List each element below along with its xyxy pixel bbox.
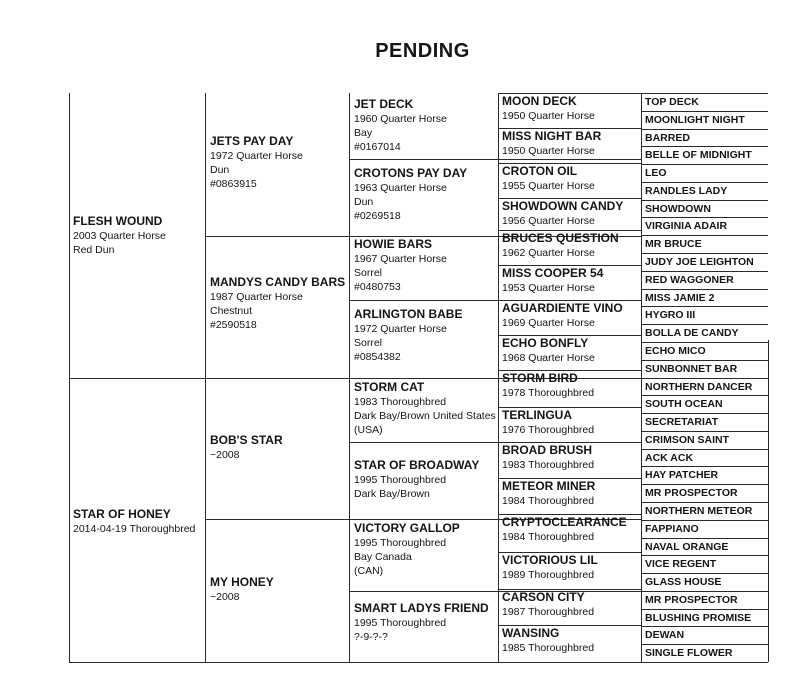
gen4-horse [502,408,640,437]
gen4-horse [502,164,640,193]
gen4-horse [502,336,640,365]
grid-hline-gen5 [641,395,768,396]
horse-name: VICTORIOUS LIL [502,553,598,567]
horse-detail: Sorrel [354,267,383,279]
horse-name: MISS NIGHT BAR [502,129,602,143]
gen5-horse-name: MOONLIGHT NIGHT [645,114,745,126]
horse-name: STORM BIRD [502,371,578,385]
horse-detail: Bay Canada [354,551,412,563]
grid-hline-gen5 [641,591,768,592]
gen5-horse-name: BLUSHING PROMISE [645,612,752,624]
horse-detail: 1955 Quarter Horse [502,180,595,192]
horse-detail: (CAN) [354,565,384,577]
horse-detail: 1995 Thoroughbred [354,537,447,549]
grid-hline-gen5 [641,573,768,574]
horse-detail: ?-9-?-? [354,631,388,643]
horse-detail: 1960 Quarter Horse [354,113,447,125]
gen5-horse-name: CRIMSON SAINT [645,434,729,446]
gen5-horse-name: HYGRO III [645,309,696,321]
grid-hline-gen5 [641,466,768,467]
grid-hline-gen5 [641,129,768,130]
horse-detail: 1978 Thoroughbred [502,387,595,399]
horse-detail: (USA) [354,424,383,436]
gen4-horse [502,129,640,158]
horse-detail: Dark Bay/Brown United States [354,410,496,422]
horse-detail: 1953 Quarter Horse [502,282,595,294]
gen5-horse-name: ECHO MICO [645,345,706,357]
horse-detail: #0269518 [354,210,401,222]
gen3-horse [354,458,497,501]
horse-name: CRYPTOCLEARANCE [502,515,627,529]
grid-hline-gen5 [641,324,768,325]
gen4-horse [502,266,640,295]
grid-hline-gen5 [641,538,768,539]
gen5-horse-name: BELLE OF MIDNIGHT [645,149,752,161]
horse-name: JET DECK [354,97,414,111]
gen2-horse [210,275,346,332]
gen3-horse [354,307,497,364]
horse-detail: Bay [354,127,373,139]
gen5-horse-name: RANDLES LADY [645,185,728,197]
grid-hline-gen5 [641,289,768,290]
horse-name: ARLINGTON BABE [354,307,463,321]
gen5-horse-name: MR PROSPECTOR [645,487,738,499]
horse-detail: 1950 Quarter Horse [502,145,595,157]
gen5-horse-name: BARRED [645,132,690,144]
horse-name: VICTORY GALLOP [354,521,460,535]
grid-hline-gen5 [641,644,768,645]
horse-name: TERLINGUA [502,408,572,422]
horse-detail: 1969 Quarter Horse [502,317,595,329]
gen5-horse-name: NORTHERN DANCER [645,381,753,393]
horse-detail: 1963 Quarter Horse [354,182,447,194]
horse-name: CROTON OIL [502,164,578,178]
grid-hline-gen5 [641,164,768,165]
horse-detail: #0854382 [354,351,401,363]
grid-hline-gen3 [349,159,641,160]
gen5-horse-name: DEWAN [645,629,685,641]
horse-name: JETS PAY DAY [210,134,294,148]
grid-hline-gen5 [641,217,768,218]
horse-detail: 2014-04-19 Thoroughbred [73,523,196,535]
gen3-horse [354,97,497,154]
horse-detail: Sorrel [354,337,383,349]
horse-detail: #0167014 [354,141,401,153]
gen5-horse-name: HAY PATCHER [645,469,719,481]
gen4-horse [502,590,640,619]
horse-name: BRUCES QUESTION [502,231,619,245]
gen4-horse [502,94,640,123]
gen5-horse-name: MR PROSPECTOR [645,594,738,606]
grid-hline-gen5 [641,360,768,361]
gen3-horse [354,601,497,644]
gen1-horse [73,214,201,257]
horse-name: WANSING [502,626,560,640]
grid-hline-gen5 [641,306,768,307]
horse-detail: Dun [354,196,374,208]
horse-detail: 1995 Thoroughbred [354,617,447,629]
horse-detail: 1956 Quarter Horse [502,215,595,227]
gen4-horse [502,479,640,508]
horse-detail: Dark Bay/Brown [354,488,430,500]
grid-hline-gen5 [641,342,768,343]
horse-detail: Chestnut [210,305,253,317]
horse-detail: 1989 Thoroughbred [502,569,595,581]
grid-hline-gen5 [641,662,768,663]
grid-hline-gen5 [641,200,768,201]
grid-hline-gen5 [641,449,768,450]
gen3-horse [354,166,497,223]
horse-detail: #2590518 [210,319,257,331]
horse-detail: 1983 Thoroughbred [502,459,595,471]
horse-detail: 1987 Quarter Horse [210,291,303,303]
gen5-horse-name: BOLLA DE CANDY [645,327,739,339]
gen5-horse-name: TOP DECK [645,96,699,108]
grid-vline-right [768,340,769,662]
grid-hline-gen5 [641,502,768,503]
horse-name: BOB'S STAR [210,433,283,447]
horse-name: MANDYS CANDY BARS [210,275,346,289]
horse-name: STORM CAT [354,380,425,394]
horse-name: METEOR MINER [502,479,596,493]
grid-hline-gen5 [641,182,768,183]
horse-detail: ~2008 [210,591,240,603]
horse-name: SHOWDOWN CANDY [502,199,624,213]
grid-hline-gen5 [641,609,768,610]
horse-name: BROAD BRUSH [502,443,592,457]
horse-detail: 1968 Quarter Horse [502,352,595,364]
grid-hline-gen5 [641,111,768,112]
horse-name: HOWIE BARS [354,237,432,251]
horse-detail: #0863915 [210,178,257,190]
grid-hline-gen5 [641,146,768,147]
gen4-horse [502,626,640,655]
horse-name: MY HONEY [210,575,274,589]
horse-detail: 1984 Thoroughbred [502,531,595,543]
grid-hline-gen5 [641,431,768,432]
horse-detail: Red Dun [73,244,115,256]
horse-detail: 1950 Quarter Horse [502,110,595,122]
horse-name: AGUARDIENTE VINO [502,301,623,315]
gen5-horse-name: SOUTH OCEAN [645,398,723,410]
gen4-horse [502,515,640,544]
gen5-horse-name: SHOWDOWN [645,203,711,215]
gen3-horse [354,521,497,578]
gen4-horse [502,301,640,330]
horse-detail: 1976 Thoroughbred [502,424,595,436]
grid-hline-gen5 [641,93,768,94]
gen2-horse [210,134,346,191]
gen4-horse [502,231,640,260]
horse-detail: 1995 Thoroughbred [354,474,447,486]
grid-hline-gen5 [641,235,768,236]
horse-name: FLESH WOUND [73,214,163,228]
horse-name: MOON DECK [502,94,577,108]
gen5-horse-name: VICE REGENT [645,558,717,570]
horse-detail: 1984 Thoroughbred [502,495,595,507]
horse-name: STAR OF BROADWAY [354,458,480,472]
grid-hline-gen5 [641,271,768,272]
gen5-horse-name: MISS JAMIE 2 [645,292,715,304]
page-title: PENDING [375,40,470,62]
grid-hline-gen5 [641,626,768,627]
gen3-horse [354,380,497,437]
grid-hline-gen5 [641,555,768,556]
horse-name: STAR OF HONEY [73,507,171,521]
horse-detail: 1972 Quarter Horse [354,323,447,335]
gen5-horse-name: NORTHERN METEOR [645,505,753,517]
gen4-horse [502,553,640,582]
horse-detail: 1987 Thoroughbred [502,606,595,618]
horse-name: SMART LADYS FRIEND [354,601,489,615]
horse-name: MISS COOPER 54 [502,266,604,280]
gen5-horse-name: VIRGINIA ADAIR [645,220,728,232]
gen5-horse-name: SECRETARIAT [645,416,719,428]
grid-hline-gen5 [641,253,768,254]
horse-detail: Dun [210,164,230,176]
horse-name: CARSON CITY [502,590,585,604]
gen5-horse-name: MR BRUCE [645,238,702,250]
horse-detail: 2003 Quarter Horse [73,230,166,242]
gen1-horse [73,507,201,536]
horse-name: CROTONS PAY DAY [354,166,468,180]
horse-detail: ~2008 [210,449,240,461]
horse-detail: 1985 Thoroughbred [502,642,595,654]
gen4-horse [502,199,640,228]
gen5-horse-name: SINGLE FLOWER [645,647,733,659]
gen5-horse-name: JUDY JOE LEIGHTON [645,256,754,268]
gen4-horse [502,443,640,472]
gen5-horse-name: ACK ACK [645,452,694,464]
gen5-horse-name: SUNBONNET BAR [645,363,738,375]
gen5-horse-name: NAVAL ORANGE [645,541,729,553]
horse-name: ECHO BONFLY [502,336,589,350]
grid-hline-gen5 [641,484,768,485]
grid-hline-gen5 [641,378,768,379]
grid-hline-gen5 [641,520,768,521]
horse-detail: 1983 Thoroughbred [354,396,447,408]
horse-detail: 1967 Quarter Horse [354,253,447,265]
gen5-horse-name: GLASS HOUSE [645,576,722,588]
gen2-horse [210,433,346,462]
horse-detail: 1972 Quarter Horse [210,150,303,162]
horse-detail: 1962 Quarter Horse [502,247,595,259]
grid-hline-gen5 [641,413,768,414]
gen5-horse-name: RED WAGGONER [645,274,734,286]
gen3-horse [354,237,497,294]
gen4-horse [502,371,640,400]
horse-detail: #0480753 [354,281,401,293]
gen2-horse [210,575,346,604]
gen5-horse-name: LEO [645,167,667,179]
gen5-horse-name: FAPPIANO [645,523,699,535]
